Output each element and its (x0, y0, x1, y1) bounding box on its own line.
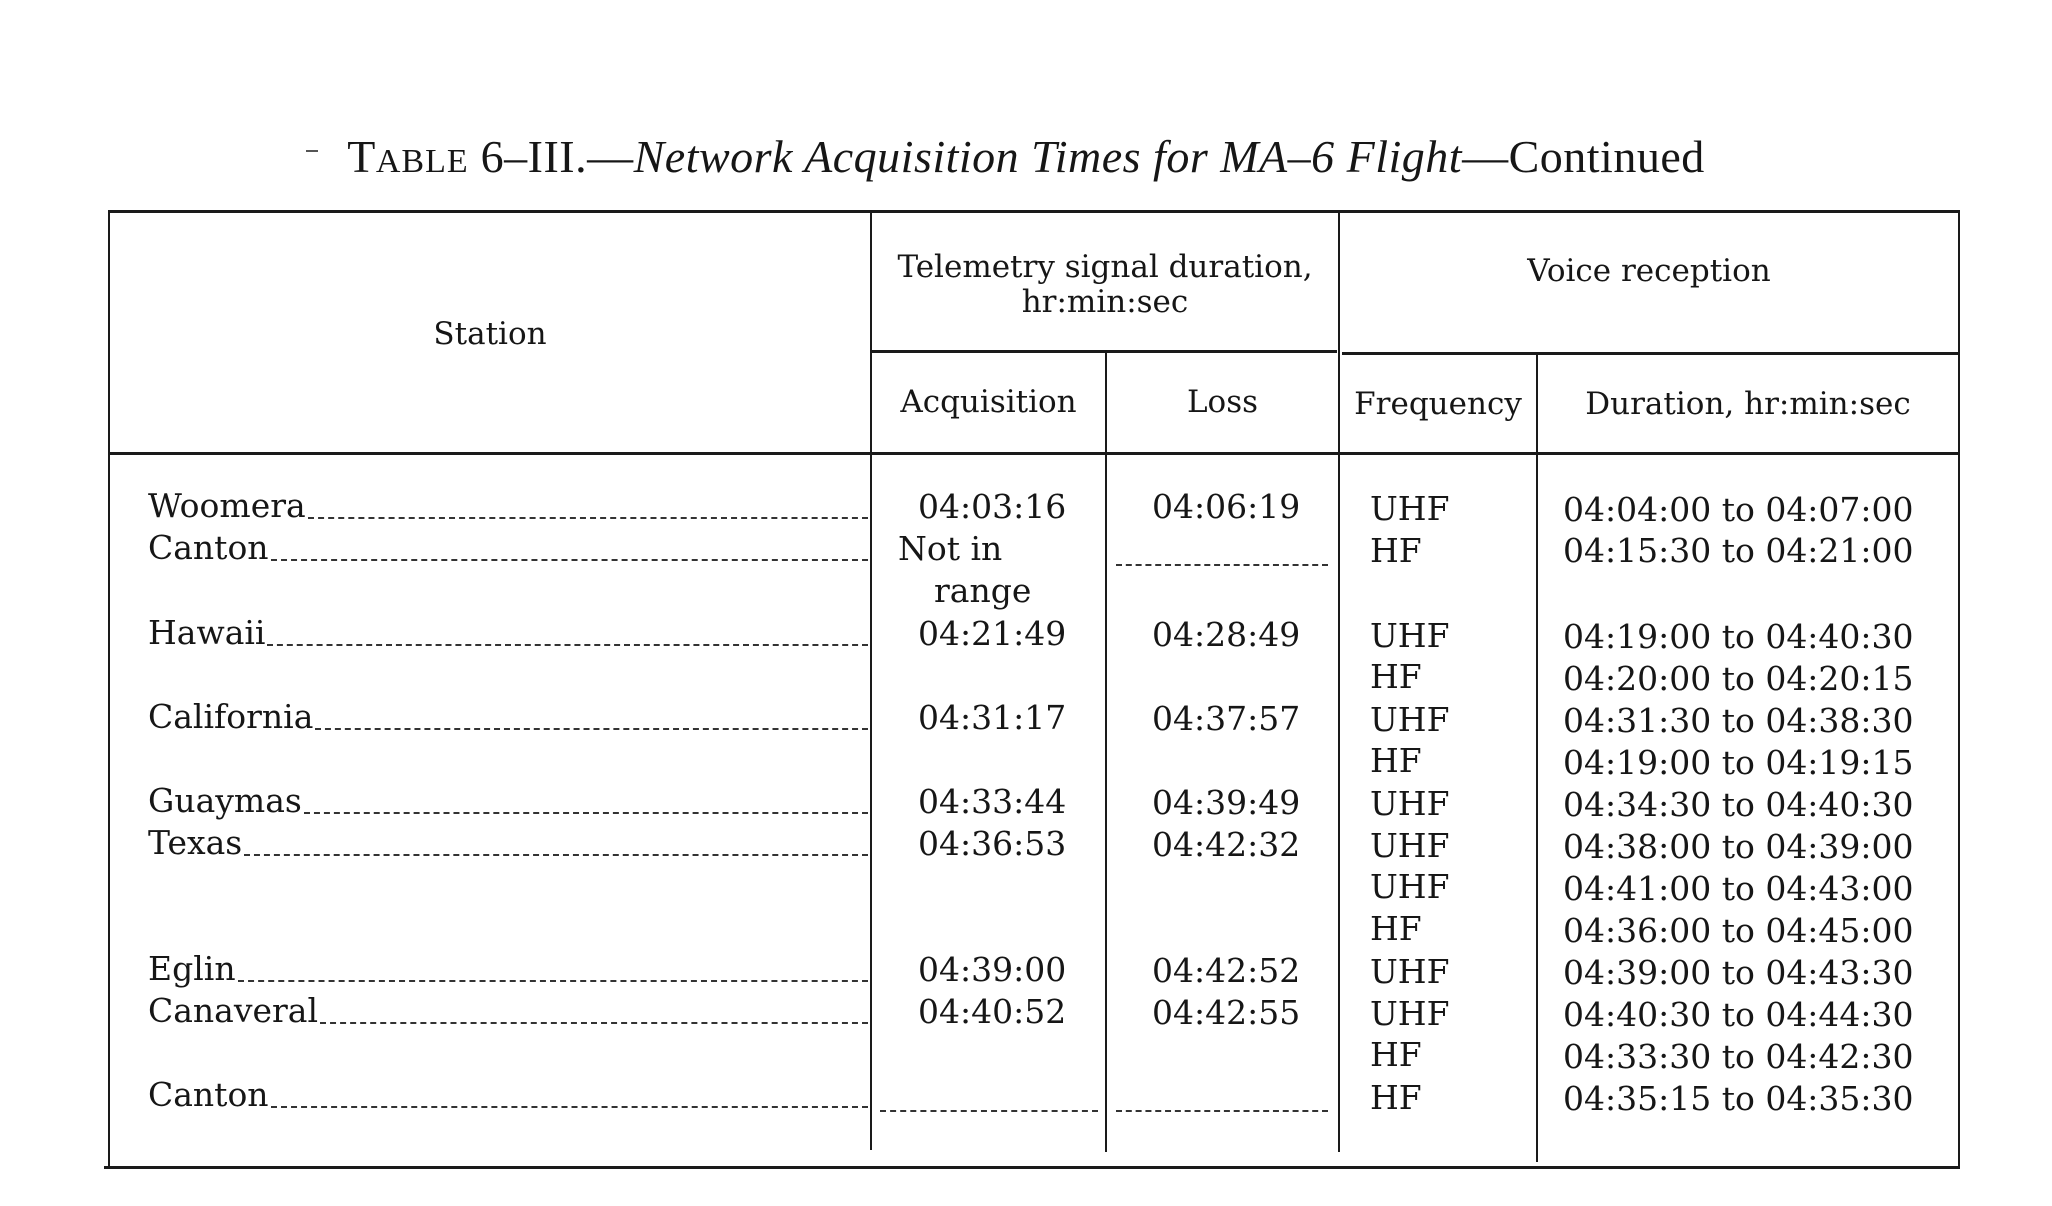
frequency-value: HF (1370, 1035, 1422, 1074)
dot-leader (244, 854, 868, 856)
dot-leader (271, 559, 868, 561)
acquisition-time: 04:39:00 (918, 950, 1067, 989)
acquisition-time: 04:36:53 (918, 824, 1067, 863)
title-suffix: —Continued (1462, 131, 1705, 182)
table-right-border (1958, 210, 1960, 1168)
duration-value: 04:38:00 to 04:39:00 (1563, 827, 1914, 866)
title-prefix-smallcaps: ABLE (375, 143, 469, 180)
table-row-station (148, 780, 868, 822)
duration-value: 04:33:30 to 04:42:30 (1563, 1037, 1914, 1076)
frequency-value: HF (1370, 909, 1422, 948)
duration-value: 04:36:00 to 04:45:00 (1563, 911, 1914, 950)
loss-time: 04:28:49 (1152, 615, 1301, 654)
column-divider-acquisition (1105, 352, 1107, 1152)
table-row-station (148, 696, 868, 738)
frequency-value: UHF (1370, 616, 1450, 655)
table-row-station (148, 990, 868, 1032)
table-title (0, 130, 2052, 183)
duration-value: 04:41:00 to 04:43:00 (1563, 869, 1914, 908)
duration-value: 04:19:00 to 04:40:30 (1563, 617, 1914, 656)
table-row-station (148, 822, 868, 864)
duration-value: 04:19:00 to 04:19:15 (1563, 743, 1914, 782)
title-number: 6–III.— (468, 131, 634, 182)
column-divider-telemetry (1338, 212, 1340, 1152)
station-name: California (148, 697, 314, 736)
frequency-value: HF (1370, 657, 1422, 696)
duration-value: 04:20:00 to 04:20:15 (1563, 659, 1914, 698)
table-bottom-rule (104, 1166, 1960, 1169)
header-acquisition: Acquisition (900, 384, 1077, 420)
column-divider-frequency (1536, 352, 1538, 1162)
dot-leader (308, 517, 868, 519)
dot-leader (271, 1106, 868, 1108)
dot-leader (267, 644, 868, 646)
header-telemetry-group: Telemetry signal duration, (897, 249, 1313, 285)
station-name: Canton (148, 528, 269, 567)
station-name: Texas (148, 823, 243, 862)
frequency-value: UHF (1370, 700, 1450, 739)
duration-value: 04:39:00 to 04:43:30 (1563, 953, 1914, 992)
dot-leader (315, 728, 868, 730)
loss-time: 04:37:57 (1152, 699, 1301, 738)
title-prefix-capital: T (347, 131, 376, 182)
duration-value: 04:35:15 to 04:35:30 (1563, 1079, 1914, 1118)
duration-value: 04:15:30 to 04:21:00 (1563, 531, 1914, 570)
acquisition-time: 04:03:16 (918, 487, 1067, 526)
loss-time: 04:42:55 (1152, 993, 1301, 1032)
duration-value: 04:40:30 to 04:44:30 (1563, 995, 1914, 1034)
table-row-station (148, 1074, 868, 1116)
table-row-station (148, 485, 868, 527)
loss-time: 04:39:49 (1152, 783, 1301, 822)
frequency-value: HF (1370, 741, 1422, 780)
duration-value: 04:34:30 to 04:40:30 (1563, 785, 1914, 824)
station-name: Woomera (148, 486, 306, 525)
station-name: Guaymas (148, 781, 302, 820)
acquisition-note: Not in (898, 529, 1003, 568)
loss-time: 04:42:32 (1152, 825, 1301, 864)
acquisition-time: 04:33:44 (918, 782, 1067, 821)
frequency-value: UHF (1370, 952, 1450, 991)
header-duration: Duration, hr:min:sec (1585, 386, 1911, 422)
acquisition-note: range (934, 571, 1032, 610)
table-row-station (148, 612, 868, 654)
loss-empty-dashes (1116, 564, 1328, 566)
loss-time: 04:06:19 (1152, 487, 1301, 526)
dot-leader (238, 980, 868, 982)
frequency-value: HF (1370, 531, 1422, 570)
frequency-value: UHF (1370, 784, 1450, 823)
duration-value: 04:31:30 to 04:38:30 (1563, 701, 1914, 740)
station-name: Eglin (148, 949, 236, 988)
duration-value: 04:04:00 to 04:07:00 (1563, 490, 1914, 529)
header-voice-group: Voice reception (1527, 253, 1771, 289)
table-left-border (108, 210, 110, 1168)
table-row-station (148, 948, 868, 990)
station-name: Canaveral (148, 991, 319, 1030)
frequency-value: UHF (1370, 826, 1450, 865)
acquisition-time: 04:21:49 (918, 614, 1067, 653)
acquisition-time: 04:31:17 (918, 698, 1067, 737)
frequency-value: HF (1370, 1078, 1422, 1117)
table-row-station (148, 527, 868, 569)
subheader-rule-voice (1342, 352, 1960, 355)
station-name: Canton (148, 1075, 269, 1114)
acquisition-empty-dashes (880, 1110, 1098, 1112)
acquisition-time: 04:40:52 (918, 992, 1067, 1031)
frequency-value: UHF (1370, 867, 1450, 906)
header-loss: Loss (1186, 384, 1259, 420)
loss-empty-dashes (1116, 1110, 1328, 1112)
header-frequency: Frequency (1354, 386, 1522, 422)
table-top-rule (110, 210, 1960, 213)
loss-time: 04:42:52 (1152, 951, 1301, 990)
frequency-value: UHF (1370, 489, 1450, 528)
header-station: Station (433, 316, 547, 352)
dot-leader (320, 1022, 868, 1024)
frequency-value: UHF (1370, 994, 1450, 1033)
header-telemetry-unit: hr:min:sec (1021, 284, 1189, 320)
header-bottom-rule (110, 452, 1960, 455)
station-name: Hawaii (148, 613, 266, 652)
dot-leader (304, 812, 868, 814)
title-italic-text: Network Acquisition Times for MA–6 Flight (633, 131, 1463, 182)
column-divider-station (870, 210, 872, 1150)
